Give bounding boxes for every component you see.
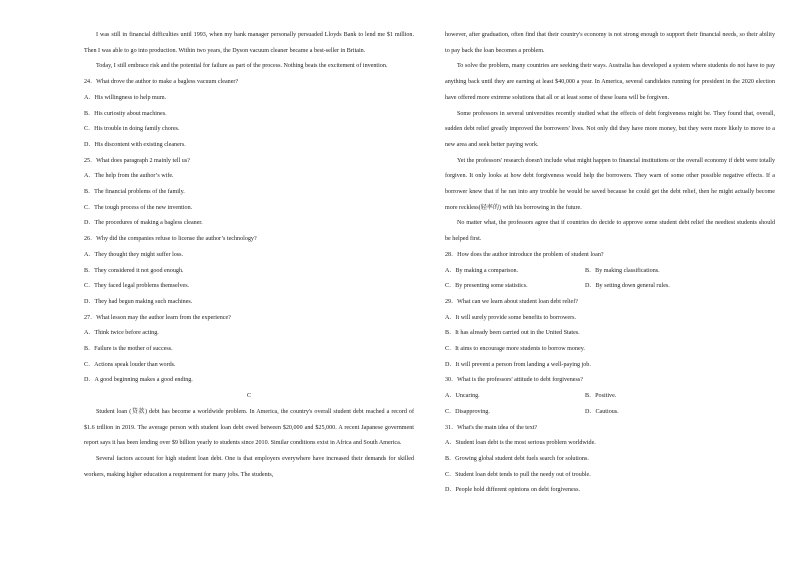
q28-option-c: C．By presenting some statistics. <box>445 283 528 290</box>
question-28: 28．How does the author introduce the problem of student loan? <box>445 251 604 258</box>
q24-option-c: C．His trouble in doing family chores. <box>84 126 180 133</box>
q29-option-d: D．It will prevent a person from landing a well-paying job. <box>445 361 591 368</box>
left-paragraph-2: Today, I still embrace risk and the potential for failure as part of the process. Nothing beats the excitement of invention. <box>96 63 388 70</box>
q26-option-b: B．They considered it not good enough. <box>84 267 184 274</box>
q30-option-b: B．Positive. <box>585 393 617 400</box>
question-27: 27．What lesson may the author learn from the experience? <box>84 314 231 321</box>
question-29: 29．What can we learn about student loan debt relief? <box>445 298 578 305</box>
q31-option-a: A．Student loan debt is the most serious problem worldwide. <box>445 440 596 447</box>
q30-option-c: C．Disapproving. <box>445 408 490 415</box>
q28-option-a: A．By making a comparison. <box>445 267 519 274</box>
q26-option-d: D．They had begun making such machines. <box>84 298 193 305</box>
q30-options-row-1 <box>445 389 775 405</box>
q27-option-b: B．Failure is the mother of success. <box>84 346 173 353</box>
q28-option-b: B．By making classifications. <box>585 267 660 274</box>
question-25: 25．What does paragraph 2 mainly tell us? <box>84 157 190 164</box>
right-paragraph-4: Yet the professors' research doesn't include what might happen to financial institutions or the overall economy if debt were totally forgiven. It only looks at how debt forgiveness would help the borrowers. They warn of some other possible negative effects. If a borrower knew that if he ran into any trouble he would be saved because he could get the debt relief, then he might actually become more reckless(轻率的) with his borrowing in the future. <box>445 157 775 211</box>
q26-option-a: A．They thought they might suffer loss. <box>84 251 184 258</box>
q29-option-c: C．It aims to encourage more students to borrow money. <box>445 346 585 353</box>
q29-option-a: A．It will surely provide some benefits to borrowers. <box>445 314 576 321</box>
left-paragraph-1: I was still in financial difficulties until 1993, when my bank manager personally persuaded Lloyds Bank to lend me $1 million. Then I was able to go into production. Within two years, the Dyson vacuum cleaner became a best-seller in Britain. <box>84 32 414 54</box>
question-24: 24．What drove the author to make a bagless vacuum cleaner? <box>84 79 239 86</box>
question-26: 26．Why did the companies refuse to license the author’s technology? <box>84 236 257 243</box>
q28-options-row-2 <box>445 279 775 295</box>
q24-option-d: D．His discontent with existing cleaners. <box>84 141 186 148</box>
q28-options-row-1 <box>445 264 775 280</box>
q25-option-a: A．The help from the author’s wife. <box>84 173 174 180</box>
q25-option-d: D．The procedures of making a bagless cleaner. <box>84 220 203 227</box>
q27-option-a: A．Think twice before acting. <box>84 330 159 337</box>
right-paragraph-1: however, after graduation, often find that their country's economy is not strong enough to support their financial needs, so their ability to pay back the loan becomes a problem. <box>445 32 775 54</box>
q26-option-c: C．They faced legal problems themselves. <box>84 283 190 290</box>
q30-options-row-2 <box>445 405 775 421</box>
left-column <box>84 28 414 483</box>
q25-option-c: C．The tough process of the new invention. <box>84 204 193 211</box>
q31-option-c: C．Student loan debt tends to pull the needy out of trouble. <box>445 471 591 478</box>
q31-option-d: D．People hold different opinions on debt forgiveness. <box>445 487 581 494</box>
q27-option-c: C．Actions speak louder than words. <box>84 361 176 368</box>
q24-option-a: A．His willingness to help mum. <box>84 94 167 101</box>
right-paragraph-2: To solve the problem, many countries are seeking their ways. Australia has developed a system where students do not have to pay anything back until they are earning at least $40,000 a year. In America, several candidates running for president in the 2020 election have offered more extreme solutions that all or at least some of these loans will be forgiven. <box>445 63 775 101</box>
left-paragraph-3: Student loan (贷款) debt has become a worldwide problem. In America, the country's overall student debt reached a record of $1.6 trillion in 2019. The average person with student loan debt owed between $20,000 and $25,000. A recent Japanese government report says it has been lending over $9 billion yearly to students since 2010. Similar conditions exist in Africa and South America. <box>84 408 414 447</box>
right-column <box>445 28 775 499</box>
right-paragraph-3: Some professors in several universities recently studied what the effects of debt forgiveness might be. They found that, overall, sudden debt relief greatly improved the borrowers' lives. Not only did they have more money, but they were more likely to move to a new area and seek better paying work. <box>445 110 775 148</box>
q30-option-a: A．Uncaring. <box>445 393 480 400</box>
q25-option-b: B．The financial problems of the family. <box>84 189 185 196</box>
q30-option-d: D．Cautious. <box>585 408 619 415</box>
q28-option-d: D．By setting down general rules. <box>585 283 670 290</box>
right-paragraph-5: No matter what, the professors agree that if countries do decide to approve some student debt relief the neediest students should be helped first. <box>445 220 775 243</box>
q31-option-b: B．Growing global student debt fuels search for solutions. <box>445 455 589 462</box>
q24-option-b: B．His curiosity about machines. <box>84 110 167 117</box>
left-paragraph-4: Several factors account for high student loan debt. One is that employers everywhere have increased their demands for skilled workers, making higher education a requirement for many jobs. The students, <box>84 455 414 478</box>
q29-option-b: B．It has already been carried out in the United States. <box>445 330 580 337</box>
question-30: 30．What is the professors' attitude to debt forgiveness? <box>445 377 583 384</box>
question-31: 31．What's the main idea of the text? <box>445 424 538 431</box>
q27-option-d: D．A good beginning makes a good ending. <box>84 377 193 384</box>
section-heading-c: C <box>246 393 252 400</box>
